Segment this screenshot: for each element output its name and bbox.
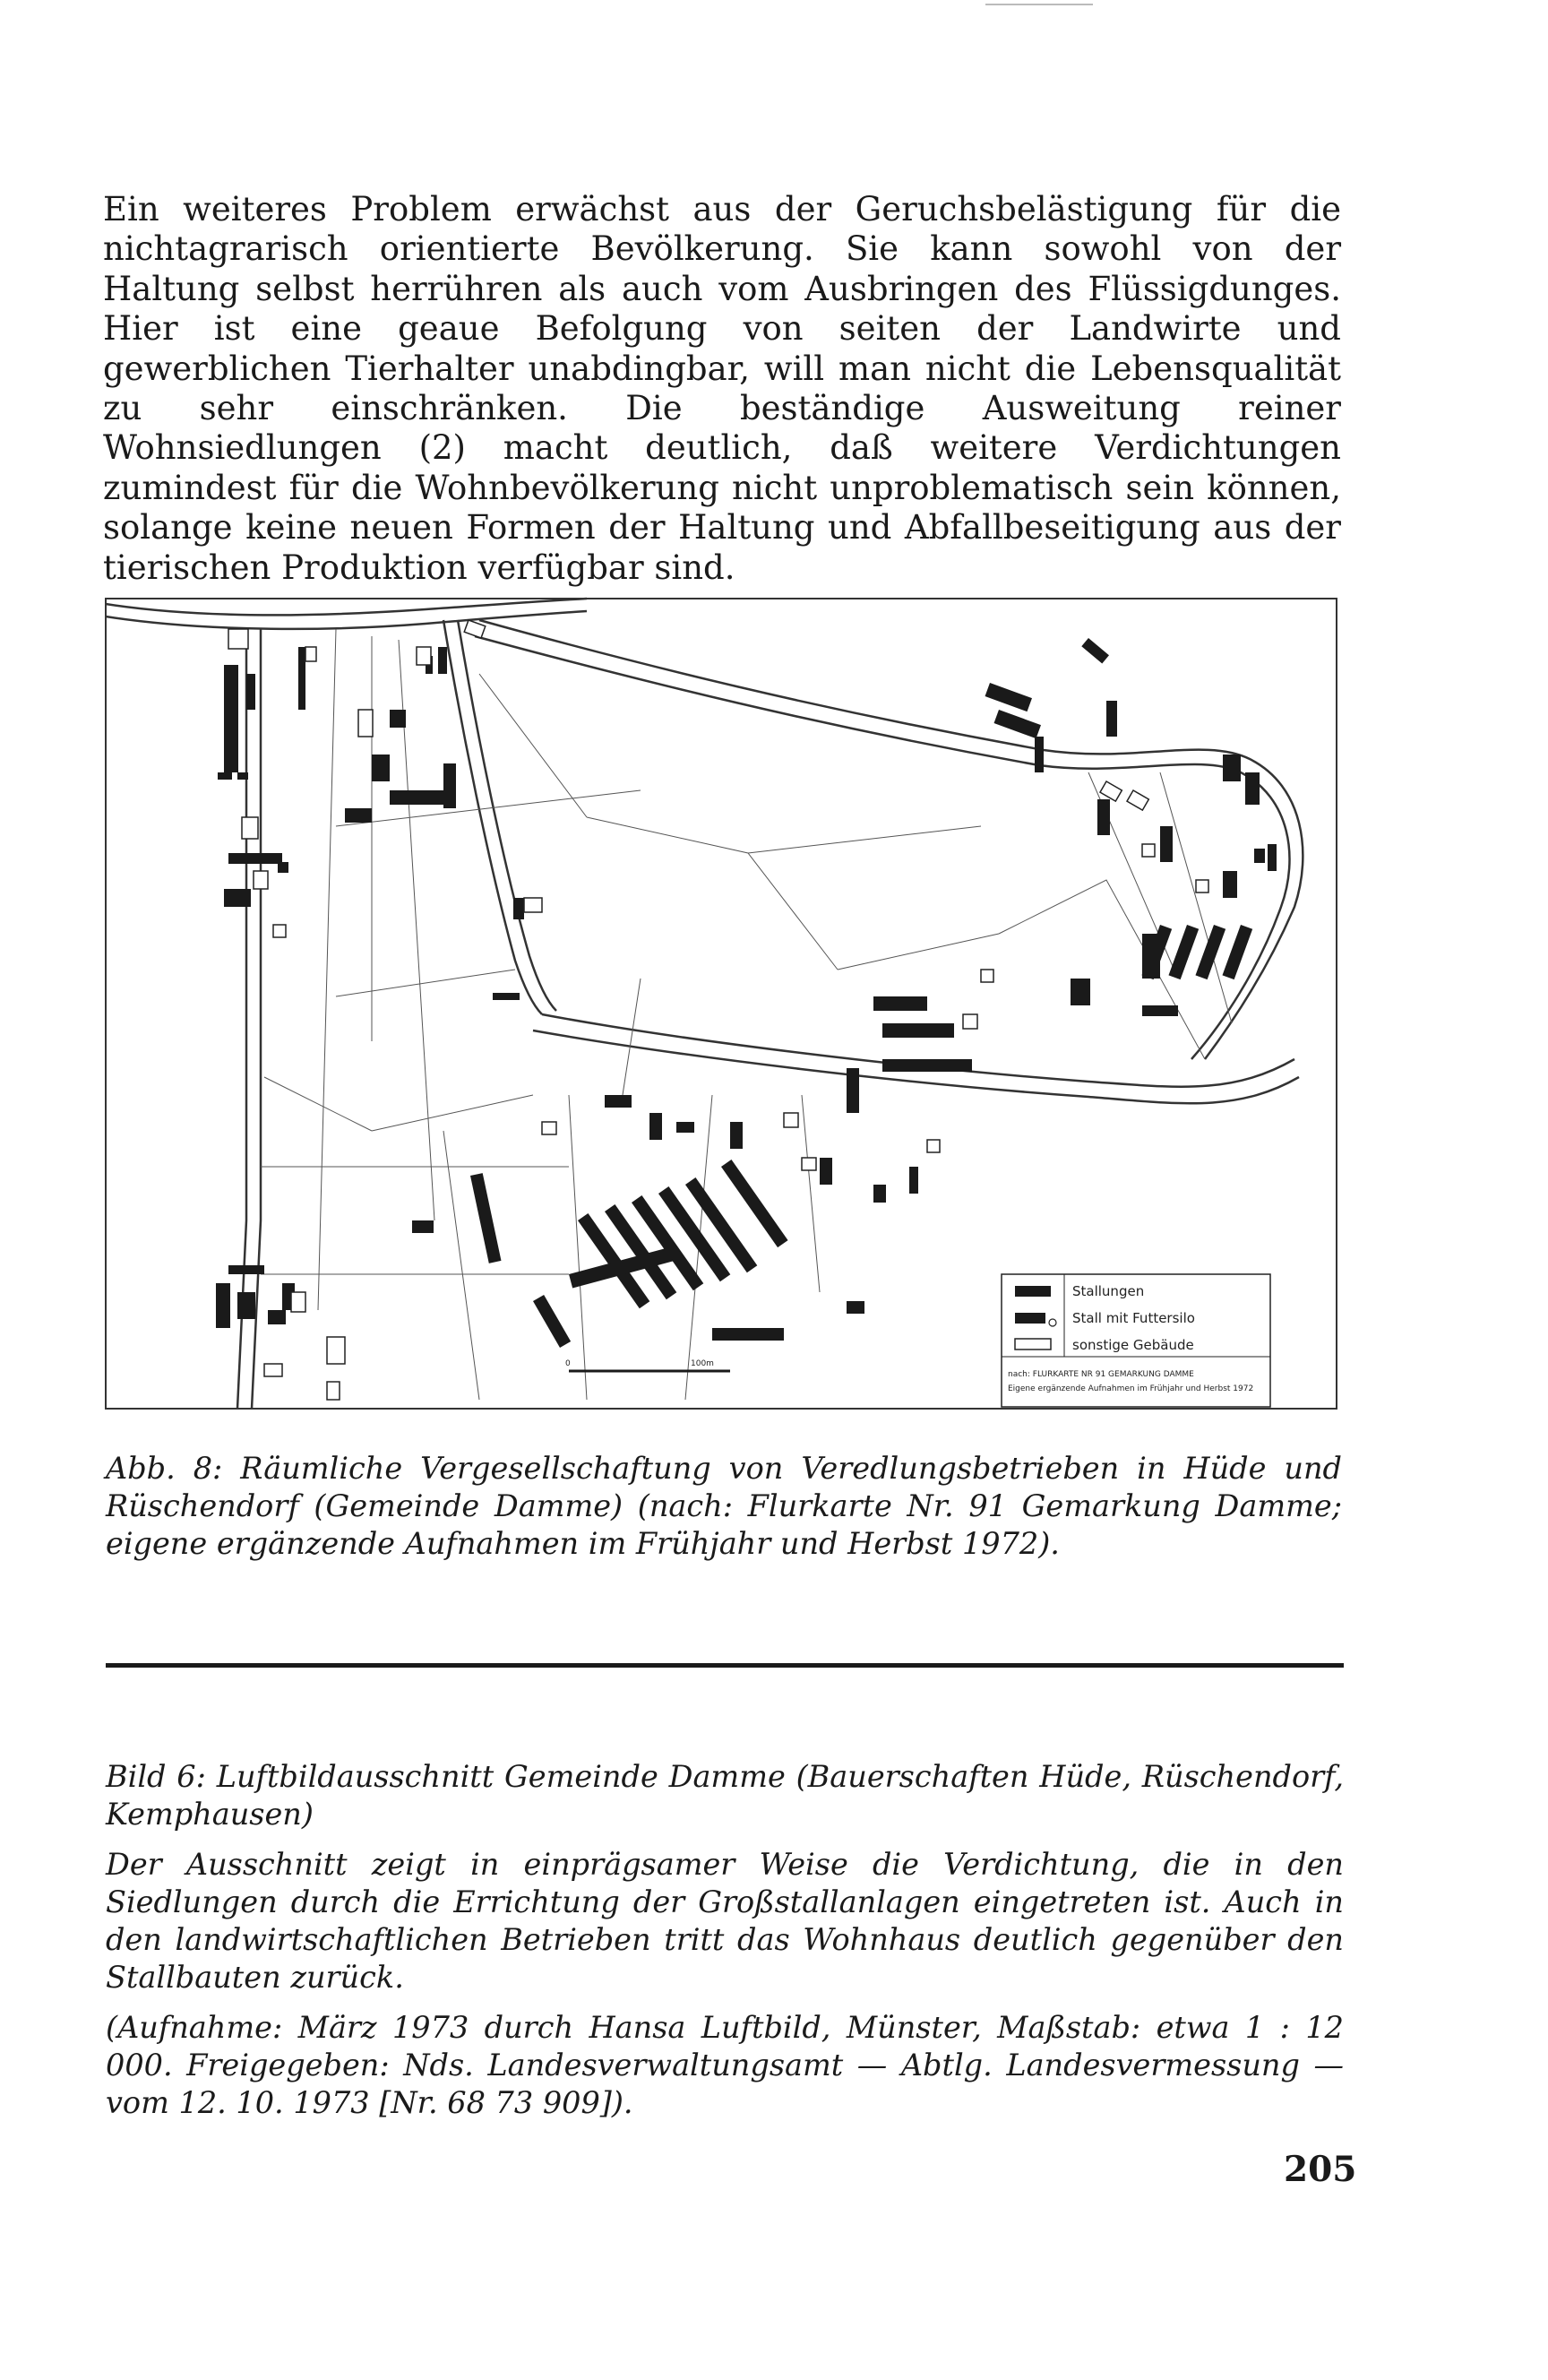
page-number: 205	[1284, 2149, 1357, 2190]
figure-caption: Abb. 8: Räumliche Vergesellschaftung von Veredlungsbetrieben in Hüde und Rüschendorf (Gemeinde Damme) (nach: Flurkarte Nr. 91 Gemarkung Damme; eigene ergänzende Aufnahmen im Frühjahr und Herbst 1972).	[106, 1451, 1342, 1561]
legend-source-line-2: Eigene ergänzende Aufnahmen im Frühjahr und Herbst 1972	[1008, 1384, 1254, 1393]
scale-start: 0	[565, 1359, 571, 1368]
bild-description: Der Ausschnitt zeigt in einprägsamer Weise die Verdichtung, die in den Siedlungen durch die Errichtung der Großstallanlagen eingetreten ist. Auch in den landwirtschaftlichen Betrieben tritt das Wohnhaus deutlich gegenüber den Stallbauten zurück.	[106, 1847, 1344, 1995]
bild-credit: (Aufnahme: März 1973 durch Hansa Luftbild, Münster, Maßstab: etwa 1 : 12 000. Freigegeben: Nds. Landesverwaltungsamt — Abtlg. Landesvermessung — vom 12. 10. 1973 [Nr. 68 73 909]).	[106, 2010, 1344, 2120]
buildings-stallungen	[216, 638, 1277, 1348]
scale-bar	[565, 1359, 730, 1371]
section-separator	[106, 1663, 1344, 1668]
legend-swatch-futtersilo	[1015, 1313, 1045, 1324]
bild-section	[106, 1758, 1344, 2134]
top-rule	[985, 4, 1093, 5]
legend-swatch-sonstige	[1015, 1339, 1051, 1350]
legend-label-stallungen: Stallungen	[1072, 1283, 1145, 1299]
site-map-figure	[103, 593, 1341, 1416]
site-map	[103, 593, 1341, 1416]
legend-swatch-stallungen	[1015, 1286, 1051, 1297]
bild-title: Bild 6: Luftbildausschnitt Gemeinde Damme (Bauerschaften Hüde, Rüschendorf, Kemphausen)	[106, 1759, 1344, 1832]
scale-end: 100m	[691, 1359, 714, 1368]
legend-label-sonstige: sonstige Gebäude	[1072, 1337, 1194, 1353]
legend-source-line-1: nach: FLURKARTE NR 91 GEMARKUNG DAMME	[1008, 1370, 1194, 1379]
legend-label-futtersilo: Stall mit Futtersilo	[1072, 1310, 1195, 1326]
map-legend	[1002, 1274, 1270, 1407]
body-paragraph: Ein weiteres Problem erwächst aus der Geruchsbelästigung für die nichtagrarisch orientierte Bevölkerung. Sie kann sowohl von der Haltung selbst herrühren als auch vom Ausbringen des Flüssigdunges. Hier ist eine geaue Befolgung von seiten der Landwirte und gewerblichen Tierhalter unabdingbar, will man nicht die Lebensqualität zu sehr einschränken. Die beständige Ausweitung reiner Wohnsiedlungen (2) macht deutlich, daß weitere Verdichtungen zumindest für die Wohnbevölkerung nicht unproblematisch sein können, solange keine neuen Formen der Haltung und Abfallbeseitigung aus der tierischen Produktion verfügbar sind.	[103, 190, 1341, 587]
